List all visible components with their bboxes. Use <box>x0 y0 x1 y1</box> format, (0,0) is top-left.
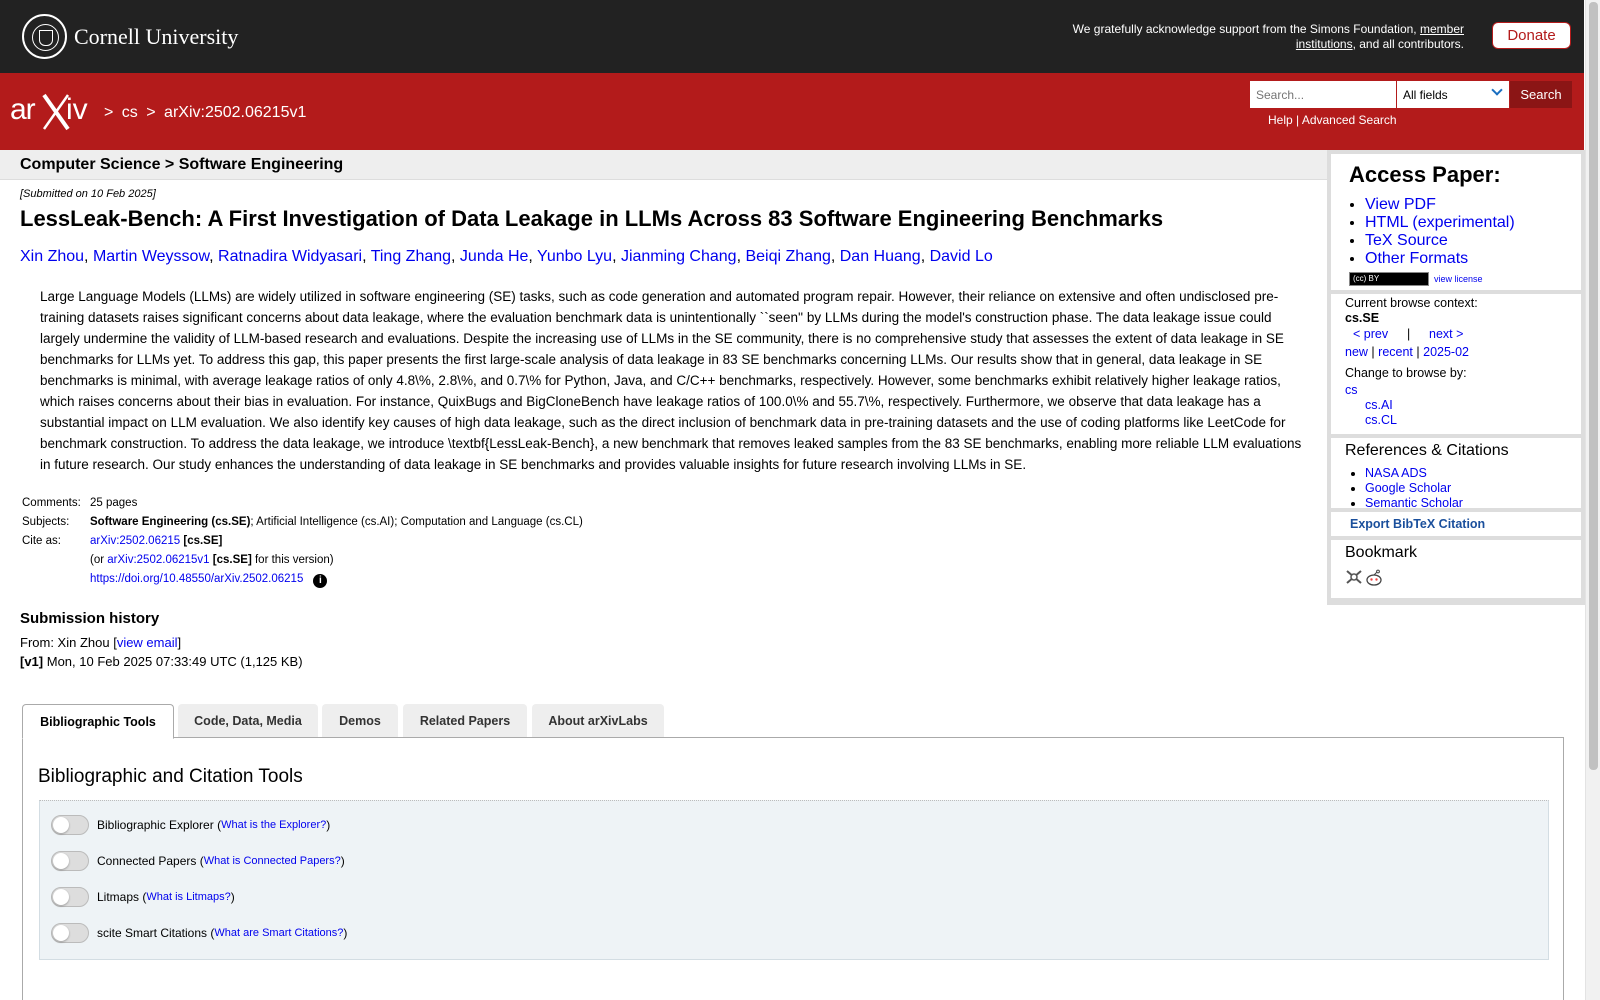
browse-context-value: cs.SE <box>1345 311 1380 325</box>
bookmark-icons <box>1345 569 1383 587</box>
tool-name: Litmaps <box>97 890 140 904</box>
advanced-search-link[interactable]: Advanced Search <box>1301 113 1397 127</box>
browse-cs-cl-link[interactable]: cs.CL <box>1365 413 1397 427</box>
arxiv-logo-icon[interactable] <box>10 91 100 131</box>
comments-value: 25 pages <box>90 497 138 509</box>
author-link[interactable]: Beiqi Zhang <box>745 248 831 265</box>
other-formats-link[interactable]: Other Formats <box>1365 250 1469 267</box>
tools-heading: Bibliographic and Citation Tools <box>38 766 303 787</box>
cite-version-tag: [cs.SE] <box>212 554 252 566</box>
references-heading: References & Citations <box>1345 442 1509 459</box>
university-name: Cornell University <box>74 23 239 49</box>
help-separator: | <box>1292 113 1302 127</box>
category-title: Computer Science > Software Engineering <box>20 156 344 173</box>
bookmark-box <box>1331 540 1581 598</box>
tab-related-papers[interactable]: Related Papers <box>403 704 527 738</box>
toggle-switch[interactable] <box>51 815 89 835</box>
author-link[interactable]: Martin Weyssow <box>92 248 210 265</box>
tool-bibliographic-explorer: Bibliographic Explorer ( What is the Explorer? ) <box>51 815 330 835</box>
author-link[interactable]: Ratnadira Widyasari <box>218 248 363 265</box>
browse-separator: | <box>1416 345 1420 359</box>
references-list <box>1365 466 1463 511</box>
toggle-switch[interactable] <box>51 887 89 907</box>
cite-version-tail: for this version) <box>254 554 334 566</box>
cc-by-badge-icon[interactable]: (cc) BY <box>1349 272 1429 286</box>
cite-row <box>20 532 585 551</box>
doi-link[interactable]: https://doi.org/10.48550/arXiv.2502.06215 <box>90 573 304 585</box>
breadcrumb-cs[interactable]: cs <box>121 104 138 121</box>
license <box>1349 272 1483 286</box>
export-bibtex-link[interactable]: Export BibTeX Citation <box>1350 517 1486 531</box>
top-bar <box>0 0 1584 73</box>
version-details: Mon, 10 Feb 2025 07:33:49 UTC (1,125 KB) <box>43 654 303 669</box>
from-label: From: Xin Zhou [ <box>20 635 117 650</box>
reddit-icon[interactable] <box>1365 569 1383 587</box>
cite-or: (or <box>90 554 105 566</box>
author-link[interactable]: David Lo <box>929 248 993 265</box>
access-links <box>1365 196 1515 268</box>
donate-button[interactable]: Donate <box>1492 22 1571 49</box>
new-link[interactable]: new <box>1345 345 1368 359</box>
html-link[interactable]: HTML (experimental) <box>1365 214 1515 231</box>
subjects-value <box>88 513 585 532</box>
references-box <box>1331 438 1581 508</box>
svg-text:ar: ar <box>10 93 35 126</box>
category-header <box>0 150 1328 180</box>
access-heading: Access Paper: <box>1349 162 1501 187</box>
author-link[interactable]: Dan Huang <box>839 248 921 265</box>
semantic-scholar-link[interactable]: Semantic Scholar <box>1365 496 1463 510</box>
subjects-row <box>20 513 585 532</box>
doi-row <box>20 570 585 590</box>
author-list: Xin Zhou, Martin Weyssow, Ratnadira Widyasari, Ting Zhang, Junda He, Yunbo Lyu, Jianming Chang, Beiqi Zhang, Dan Huang, David Lo <box>20 248 993 265</box>
next-link[interactable]: next > <box>1429 327 1464 341</box>
toggle-switch[interactable] <box>51 923 89 943</box>
tab-about-arxivlabs[interactable]: About arXivLabs <box>532 704 664 738</box>
tool-connected-papers: Connected Papers ( What is Connected Papers? ) <box>51 851 345 871</box>
cite-label: Cite as: <box>22 535 61 547</box>
tool-litmaps: Litmaps ( What is Litmaps? ) <box>51 887 235 907</box>
submitter <box>20 635 181 650</box>
other-subjects: ; Artificial Intelligence (cs.AI); Computation and Language (cs.CL) <box>250 516 583 528</box>
bookmark-heading: Bookmark <box>1345 544 1418 561</box>
cite-tag: [cs.SE] <box>183 535 223 547</box>
tab-code-data-media[interactable]: Code, Data, Media <box>178 704 318 738</box>
cornell-logo[interactable] <box>22 14 238 59</box>
change-browse-label: Change to browse by: <box>1345 366 1467 380</box>
bibsonomy-icon[interactable] <box>1345 569 1363 585</box>
tool-help-link[interactable]: What are Smart Citations? <box>214 927 344 939</box>
search-input[interactable] <box>1250 81 1396 108</box>
tools-list <box>39 800 1549 960</box>
scrollbar-thumb[interactable] <box>1589 2 1598 770</box>
recent-link[interactable]: recent <box>1378 345 1413 359</box>
author-link[interactable]: Jianming Chang <box>620 248 737 265</box>
metadata-table <box>20 494 585 590</box>
toggle-switch[interactable] <box>51 851 89 871</box>
breadcrumb-paper-id: arXiv:2502.06215v1 <box>164 104 307 121</box>
export-box <box>1331 512 1581 536</box>
browse-links <box>1345 345 1469 359</box>
info-icon[interactable]: i <box>313 574 327 588</box>
member-institutions-link[interactable]: member institutions <box>1295 22 1464 51</box>
version-entry <box>20 654 303 669</box>
from-close: ] <box>177 635 182 650</box>
browse-cs-link[interactable]: cs <box>1345 383 1358 397</box>
breadcrumb <box>104 104 310 122</box>
tool-scite: scite Smart Citations ( What are Smart Citations? ) <box>51 923 347 943</box>
comments-label: Comments: <box>22 497 81 509</box>
svg-text:iv: iv <box>66 93 88 126</box>
chevron-down-icon <box>1491 84 1502 95</box>
comments-row <box>20 494 585 513</box>
cite-id-link[interactable]: arXiv:2502.06215 <box>90 535 181 547</box>
tool-help-link[interactable]: What is the Explorer? <box>221 819 327 831</box>
cite-version-spacer <box>20 551 88 570</box>
breadcrumb-sep: > <box>104 104 114 121</box>
view-pdf-link[interactable]: View PDF <box>1365 196 1436 213</box>
tool-name: Bibliographic Explorer <box>97 818 214 832</box>
help-link[interactable]: Help <box>1268 113 1293 127</box>
tab-demos[interactable]: Demos <box>322 704 398 738</box>
acknowledgement <box>1044 22 1464 52</box>
author-link[interactable]: Xin Zhou <box>20 248 85 265</box>
nasa-ads-link[interactable]: NASA ADS <box>1365 466 1427 480</box>
arxiv-header <box>0 73 1584 150</box>
subjects-label: Subjects: <box>22 516 70 528</box>
tools-panel <box>22 737 1564 1000</box>
cite-version-row <box>20 551 585 570</box>
access-paper-box <box>1331 154 1581 290</box>
help-links <box>1268 113 1397 127</box>
submission-history-heading: Submission history <box>20 610 160 627</box>
cite-version-value <box>88 551 585 570</box>
tool-name: scite Smart Citations <box>97 926 208 940</box>
cite-value <box>88 532 585 551</box>
sidebar <box>1327 150 1585 605</box>
prev-next-separator: | <box>1407 327 1411 341</box>
author-link[interactable]: Junda He <box>459 248 529 265</box>
month-link[interactable]: 2025-02 <box>1423 345 1469 359</box>
tool-name: Connected Papers <box>97 854 197 868</box>
browse-context-label: Current browse context: <box>1345 296 1478 310</box>
prev-link[interactable]: < prev <box>1353 327 1389 341</box>
version-tag: [v1] <box>20 654 44 669</box>
cornell-seal-icon <box>22 14 67 59</box>
search-field-value: All fields <box>1403 88 1448 102</box>
view-email-link[interactable]: view email <box>116 635 178 650</box>
search-field-select[interactable] <box>1397 81 1509 108</box>
tab-bibliographic-tools[interactable]: Bibliographic Tools <box>22 704 174 739</box>
browse-cs-ai-link[interactable]: cs.AI <box>1365 398 1393 412</box>
cite-version-link[interactable]: arXiv:2502.06215v1 <box>107 554 210 566</box>
tex-source-link[interactable]: TeX Source <box>1365 232 1448 249</box>
ack-text: We gratefully acknowledge support from the Simons Foundation, <box>1072 22 1417 36</box>
google-scholar-link[interactable]: Google Scholar <box>1365 481 1452 495</box>
abstract: Large Language Models (LLMs) are widely utilized in software engineering (SE) tasks, such as code generation and automated program repair. However, their reliance on extensive and often undisclosed pre-training datasets raises significant concerns about data leakage, where the evaluation benchmark data is unintentionally ``seen'' by LLMs during the model's construction phase. The data leakage issue could largely undermine the validity of LLM-based research and evaluations. Despite the increasing use of LLMs in the SE community, there is no comprehensive study that assesses the extent of data leakage in SE benchmarks for LLMs yet. To address this gap, this paper presents the first large-scale analysis of data leakage in 83 SE benchmarks concerning LLMs. Our results show that in general, data leakage in SE benchmarks is minimal, with average leakage ratios of only 4.8\%, 2.8\%, and 0.7\% for Python, Java, and C/C++ benchmarks, respectively. However, some benchmarks exhibit relatively higher leakage ratios, which raises concerns about their bias in evaluation. For instance, QuixBugs and BigCloneBench have leakage ratios of 100.0\% and 55.7\%, respectively. Furthermore, we observe that data leakage has a substantial impact on LLM evaluation. We also identify key causes of high data leakage, such as the direct inclusion of benchmark data in pre-training datasets and the use of coding platforms like LeetCode for benchmark construction. To address the data leakage, we introduce \textbf{LessLeak-Bench}, a new benchmark that removes leaked samples from the 83 SE benchmarks, enabling more reliable LLM evaluations in future research. Our study enhances the understanding of data leakage in SE benchmarks and provides valuable insights for future research involving LLMs in SE. <box>40 289 1302 472</box>
tool-help-link[interactable]: What is Connected Papers? <box>203 855 341 867</box>
doi-spacer <box>20 570 88 590</box>
author-link[interactable]: Yunbo Lyu <box>537 248 613 265</box>
author-link[interactable]: Ting Zhang <box>370 248 452 265</box>
breadcrumb-sep: > <box>146 104 156 121</box>
browse-separator: | <box>1371 345 1375 359</box>
search-button[interactable]: Search <box>1510 81 1572 108</box>
view-license-link[interactable]: view license <box>1434 274 1483 284</box>
tool-help-link[interactable]: What is Litmaps? <box>146 891 231 903</box>
page-scrollbar[interactable] <box>1585 0 1600 1000</box>
browse-context-box <box>1331 294 1581 434</box>
doi-value <box>88 570 585 590</box>
paper-title: LessLeak-Bench: A First Investigation of Data Leakage in LLMs Across 83 Software Engineering Benchmarks <box>20 206 1164 231</box>
primary-subject: Software Engineering (cs.SE) <box>90 516 251 528</box>
submission-date: [Submitted on 10 Feb 2025] <box>20 188 156 200</box>
ack-tail: , and all contributors. <box>1352 37 1464 51</box>
